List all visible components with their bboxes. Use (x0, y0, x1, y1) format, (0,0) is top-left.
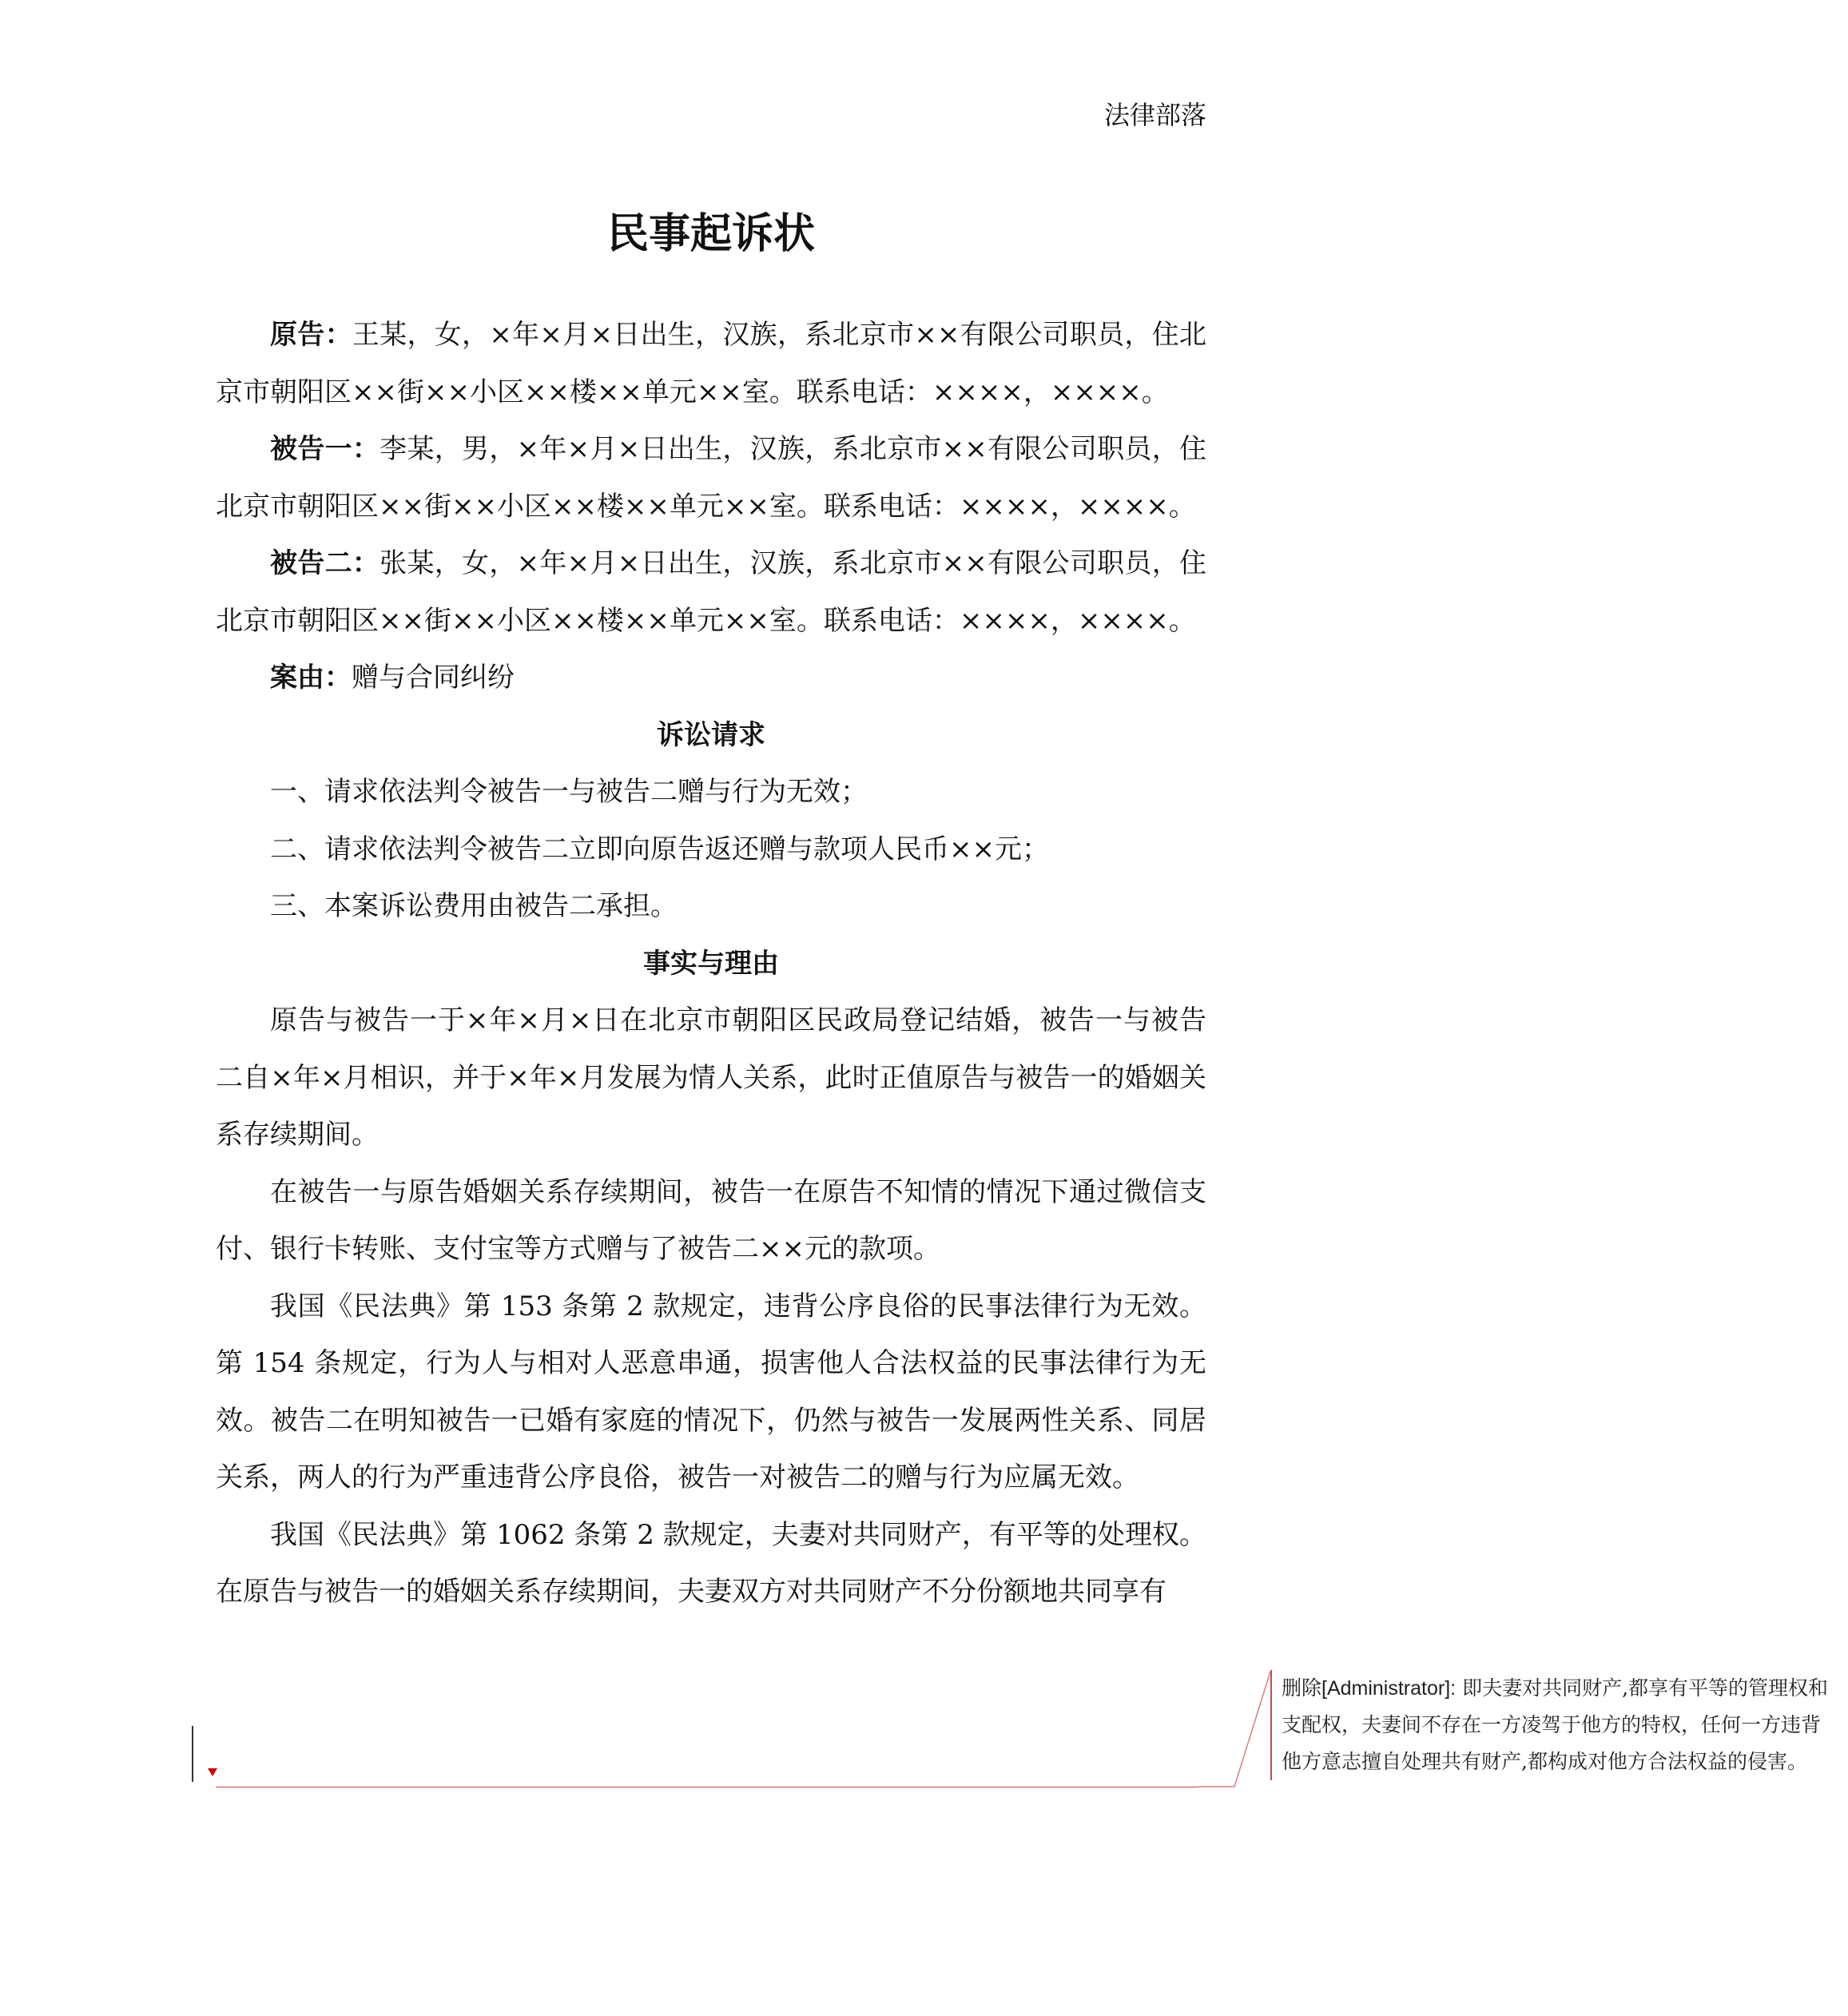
cause-text: 赠与合同纠纷 (352, 662, 515, 694)
facts-paragraph: 在被告一与原告婚姻关系存续期间，被告一在原告不知情的情况下通过微信支付、银行卡转账、支付宝等方式赠与了被告二××元的款项。 (216, 1175, 1206, 1265)
header-brand: 法律部落 (1103, 100, 1206, 130)
defendant1-label: 被告一： (270, 433, 380, 465)
claims-heading: 诉讼请求 (657, 718, 765, 751)
plaintiff-label: 原告： (270, 319, 352, 351)
cause-paragraph (216, 650, 1206, 707)
facts-paragraph: 原告与被告一于×年×月×日在北京市朝阳区民政局登记结婚，被告一与被告二自×年×月相识，并于×年×月发展为情人关系，此时正值原告与被告一的婚姻关系存续期间。 (216, 1004, 1206, 1151)
comment-author: 删除[Administrator]: (1282, 1677, 1457, 1700)
defendant1-text: 李某，男，×年×月×日出生，汉族，系北京市××有限公司职员，住北京市朝阳区××街××小区××楼××单元××室。联系电话：××××，××××。 (216, 433, 1207, 523)
facts-heading: 事实与理由 (643, 947, 779, 980)
claim-item: 三、本案诉讼费用由被告二承担。 (270, 890, 678, 922)
facts-paragraph: 我国《民法典》第 153 条第 2 款规定，违背公序良俗的民事法律行为无效。第 154 条规定，行为人与相对人恶意串通，损害他人合法权益的民事法律行为无效。被告二在明知被告一已婚有家庭的情况下，仍然与被告一发展两性关系、同居关系，两人的行为严重违背公序良俗，被告一对被告二的赠与行为应属无效。 (216, 1290, 1206, 1493)
defendant2-text: 张某，女，×年×月×日出生，汉族，系北京市××有限公司职员，住北京市朝阳区××街××小区××楼××单元××室。联系电话：××××，××××。 (216, 547, 1207, 637)
page-title: 民事起诉状 (606, 209, 815, 258)
defendant2-label: 被告二： (270, 547, 380, 579)
claim-item: 一、请求依法判令被告一与被告二赠与行为无效； (270, 776, 868, 808)
revision-comment-balloon[interactable] (1270, 1670, 1833, 1780)
defendant1-paragraph (216, 421, 1206, 535)
document-body (216, 307, 1206, 1621)
defendant2-paragraph (216, 535, 1206, 650)
facts-paragraph: 我国《民法典》第 1062 条第 2 款规定，夫妻对共同财产，有平等的处理权。在原告与被告一的婚姻关系存续期间，夫妻双方对共同财产不分份额地共同享有 (216, 1518, 1206, 1608)
claim-item: 二、请求依法判令被告二立即向原告返还赠与款项人民币××元； (270, 833, 1049, 865)
plaintiff-paragraph (216, 307, 1206, 421)
revision-change-bar (192, 1726, 193, 1782)
cause-label: 案由： (270, 662, 352, 694)
comment-text: 即夫妻对共同财产,都享有平等的管理权和支配权，夫妻间不存在一方凌驾于他方的特权，任何一方违背他方意志擅自处理共有财产,都构成对他方合法权益的侵害。 (1282, 1676, 1829, 1773)
deletion-marker-icon[interactable] (208, 1768, 217, 1776)
plaintiff-text: 王某，女，×年×月×日出生，汉族，系北京市××有限公司职员，住北京市朝阳区××街××小区××楼××单元××室。联系电话：××××，××××。 (216, 319, 1206, 408)
